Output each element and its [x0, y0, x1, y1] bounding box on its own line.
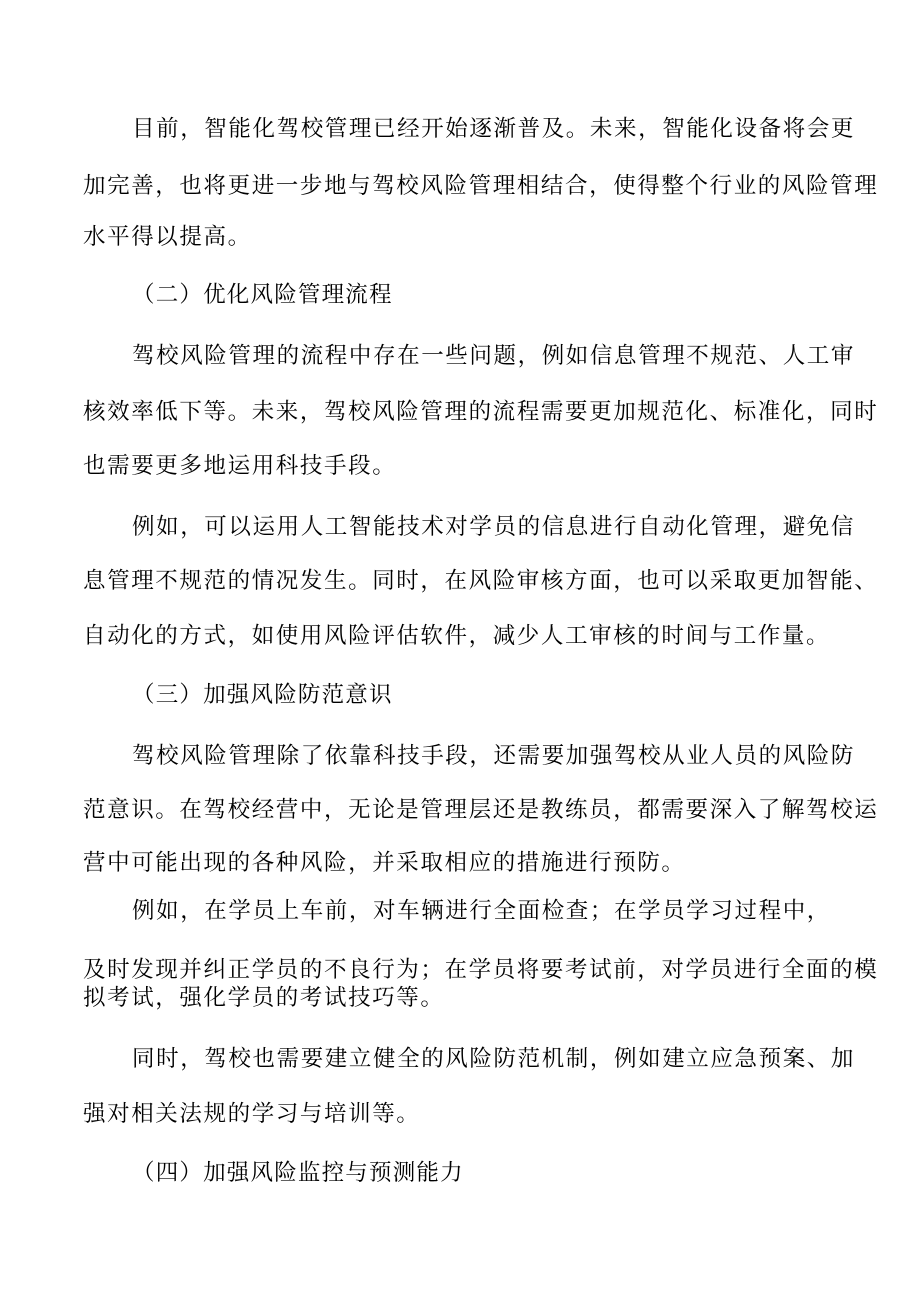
- paragraph-line: 核效率低下等。未来，驾校风险管理的流程需要更加规范化、标准化，同时: [83, 399, 879, 425]
- section-heading: （四）加强风险监控与预测能力: [132, 1160, 464, 1186]
- paragraph-line: 及时发现并纠正学员的不良行为；在学员将要考试前，对学员进行全面的模: [83, 957, 879, 983]
- paragraph-line: 目前，智能化驾校管理已经开始逐渐普及。未来，智能化设备将会更: [132, 116, 856, 142]
- paragraph-line: 同时，驾校也需要建立健全的风险防范机制，例如建立应急预案、加: [132, 1046, 856, 1072]
- paragraph-line: 例如，在学员上车前，对车辆进行全面检查；在学员学习过程中，: [132, 898, 831, 924]
- section-heading: （二）优化风险管理流程: [132, 282, 393, 308]
- paragraph-line: 强对相关法规的学习与培训等。: [83, 1101, 421, 1127]
- paragraph-line: 范意识。在驾校经营中，无论是管理层还是教练员，都需要深入了解驾校运: [83, 797, 879, 823]
- paragraph-line: 驾校风险管理除了依靠科技手段，还需要加强驾校从业人员的风险防: [132, 743, 856, 769]
- paragraph-line: 营中可能出现的各种风险，并采取相应的措施进行预防。: [83, 850, 686, 876]
- paragraph-line: 驾校风险管理的流程中存在一些问题，例如信息管理不规范、人工审: [132, 343, 856, 369]
- paragraph-line: 息管理不规范的情况发生。同时，在风险审核方面，也可以采取更加智能、: [83, 568, 879, 594]
- paragraph-line: 也需要更多地运用科技手段。: [83, 453, 397, 479]
- paragraph-line: 水平得以提高。: [83, 224, 252, 250]
- section-heading: （三）加强风险防范意识: [132, 682, 393, 708]
- paragraph-line: 例如，可以运用人工智能技术对学员的信息进行自动化管理，避免信: [132, 514, 856, 540]
- paragraph-line: 加完善，也将更进一步地与驾校风险管理相结合，使得整个行业的风险管理: [83, 173, 879, 199]
- paragraph-line: 拟考试，强化学员的考试技巧等。: [83, 985, 445, 1011]
- paragraph-line: 自动化的方式，如使用风险评估软件，减少人工审核的时间与工作量。: [83, 623, 831, 649]
